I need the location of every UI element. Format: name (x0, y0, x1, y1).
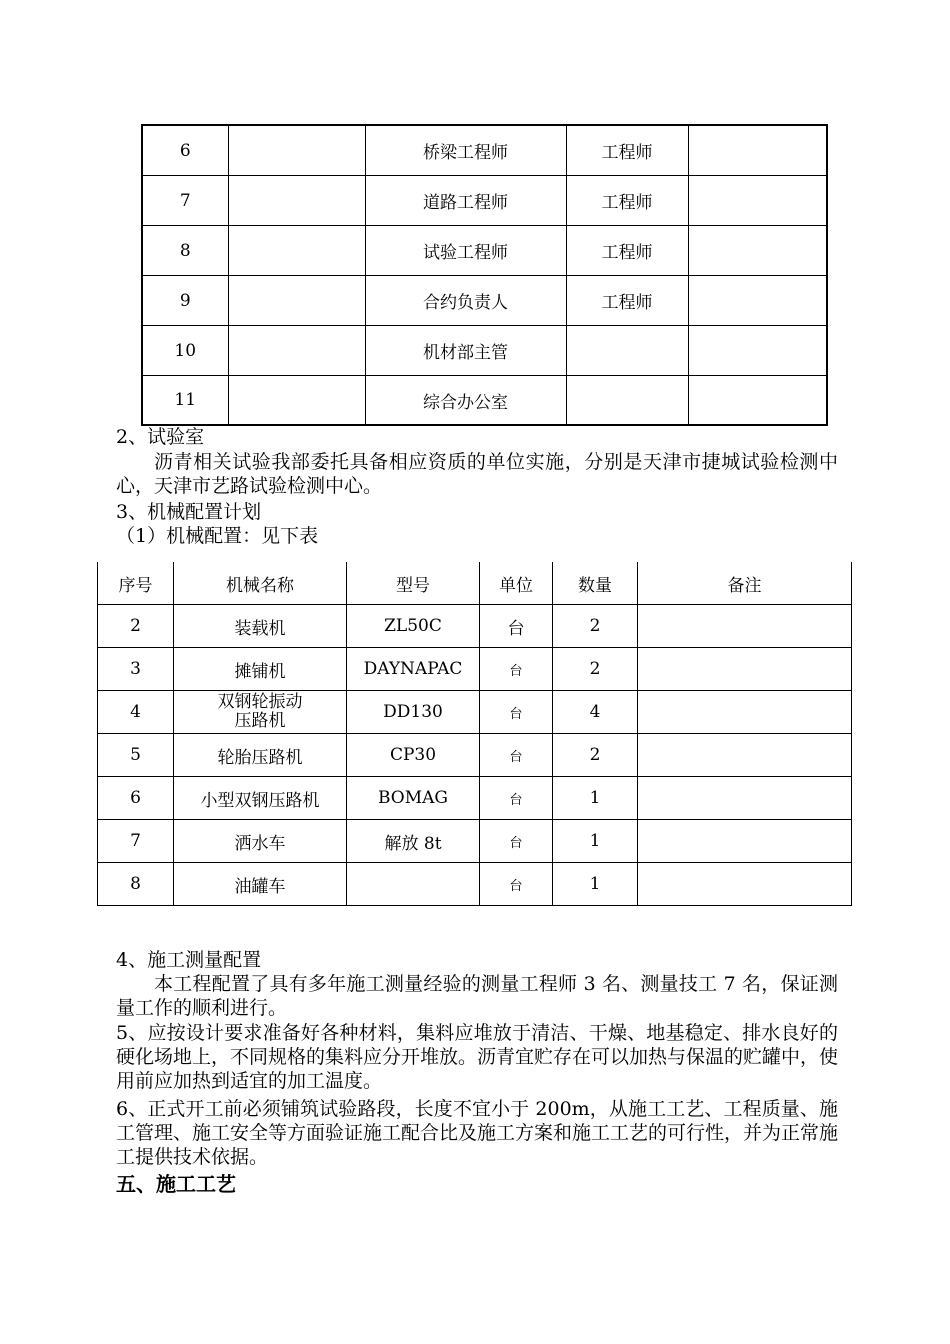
section-heading: 3、机械配置计划 (116, 501, 262, 523)
staff-note (688, 125, 827, 176)
row-number: 8 (142, 226, 228, 276)
machine-qty: 1 (553, 863, 638, 906)
column-header: 单位 (480, 562, 553, 605)
column-header: 机械名称 (174, 562, 347, 605)
row-number: 6 (142, 125, 228, 176)
row-number: 4 (98, 691, 174, 734)
section-body: 6、正式开工前必须铺筑试验路段，长度不宜小于 200m，从施工工艺、工程质量、施工管理、施工安全等方面验证施工配合比及施工方案和施工工艺的可行性，并为正常施工提供技术依据。 (116, 1098, 839, 1168)
staff-title: 工程师 (566, 226, 688, 276)
staff-title: 工程师 (566, 276, 688, 326)
column-header: 数量 (553, 562, 638, 605)
machine-model: BOMAG (347, 777, 480, 820)
row-number: 7 (98, 820, 174, 863)
machine-name-line: 压路机 (234, 711, 286, 731)
staff-name (228, 276, 365, 326)
machine-unit: 台 (480, 820, 553, 863)
machine-unit: 台 (480, 648, 553, 691)
machine-note (638, 648, 852, 691)
section-heading: 2、试验室 (116, 426, 205, 448)
machine-name: 洒水车 (174, 820, 347, 863)
machine-unit: 台 (480, 605, 553, 648)
machine-name: 装载机 (174, 605, 347, 648)
row-number: 3 (98, 648, 174, 691)
row-number: 8 (98, 863, 174, 906)
row-number: 9 (142, 276, 228, 326)
staff-position: 试验工程师 (365, 226, 566, 276)
machine-note (638, 734, 852, 777)
column-header: 型号 (347, 562, 480, 605)
staff-position: 机材部主管 (365, 326, 566, 376)
table-row (98, 820, 852, 863)
machine-name-line: 双钢轮振动 (217, 692, 303, 712)
machine-table (97, 562, 852, 906)
machine-model: CP30 (347, 734, 480, 777)
machine-name: 油罐车 (174, 863, 347, 906)
staff-note (688, 326, 827, 376)
row-number: 6 (98, 777, 174, 820)
staff-note (688, 276, 827, 326)
staff-title (566, 326, 688, 376)
section-body: 本工程配置了具有多年施工测量经验的测量工程师 3 名、测量技工 7 名，保证测量工作的顺利进行。 (116, 973, 838, 1019)
table-row (142, 376, 827, 426)
machine-note (638, 820, 852, 863)
section-body: 沥青相关试验我部委托具备相应资质的单位实施，分别是天津市捷城试验检测中心，天津市艺路试验检测中心。 (116, 451, 838, 497)
machine-model: 解放 8t (347, 820, 480, 863)
table-row (142, 125, 827, 176)
staff-name (228, 125, 365, 176)
table-row (142, 226, 827, 276)
machine-unit: 台 (480, 734, 553, 777)
machine-qty: 1 (553, 777, 638, 820)
staff-position: 道路工程师 (365, 176, 566, 226)
machine-note (638, 777, 852, 820)
staff-name (228, 226, 365, 276)
machine-model: DD130 (347, 691, 480, 734)
machine-name: 小型双钢压路机 (174, 777, 347, 820)
machine-note (638, 605, 852, 648)
staff-position: 桥梁工程师 (365, 125, 566, 176)
staff-table (141, 124, 828, 426)
machine-qty: 1 (553, 820, 638, 863)
machine-name: 轮胎压路机 (174, 734, 347, 777)
row-number: 2 (98, 605, 174, 648)
table-row (142, 176, 827, 226)
machine-qty: 2 (553, 648, 638, 691)
table-row (98, 863, 852, 906)
staff-note (688, 176, 827, 226)
machine-model: DAYNAPAC (347, 648, 480, 691)
table-header-row (98, 562, 852, 605)
machine-unit: 台 (480, 863, 553, 906)
table-row (98, 648, 852, 691)
machine-name (174, 691, 347, 734)
table-row (142, 276, 827, 326)
machine-note (638, 691, 852, 734)
staff-name (228, 326, 365, 376)
table-row (98, 777, 852, 820)
table-row (98, 691, 852, 734)
row-number: 5 (98, 734, 174, 777)
staff-title (566, 376, 688, 426)
staff-name (228, 176, 365, 226)
staff-position: 综合办公室 (365, 376, 566, 426)
machine-unit: 台 (480, 777, 553, 820)
section-heading: 4、施工测量配置 (116, 949, 262, 971)
staff-title: 工程师 (566, 125, 688, 176)
staff-note (688, 376, 827, 426)
staff-name (228, 376, 365, 426)
table-row (142, 326, 827, 376)
machine-qty: 4 (553, 691, 638, 734)
machine-model: ZL50C (347, 605, 480, 648)
column-header: 备注 (638, 562, 852, 605)
column-header: 序号 (98, 562, 174, 605)
machine-unit: 台 (480, 691, 553, 734)
row-number: 7 (142, 176, 228, 226)
machine-name: 摊铺机 (174, 648, 347, 691)
row-number: 11 (142, 376, 228, 426)
staff-title: 工程师 (566, 176, 688, 226)
section-body: 5、应按设计要求准备好各种材料，集料应堆放于清洁、干燥、地基稳定、排水良好的硬化场地上，不同规格的集料应分开堆放。沥青宜贮存在可以加热与保温的贮罐中，使用前应加热到适宜的加工温度。 (116, 1022, 839, 1092)
section-subheading: （1）机械配置：见下表 (116, 525, 319, 547)
machine-qty: 2 (553, 734, 638, 777)
table-row (98, 734, 852, 777)
row-number: 10 (142, 326, 228, 376)
machine-model (347, 863, 480, 906)
machine-note (638, 863, 852, 906)
machine-qty: 2 (553, 605, 638, 648)
staff-position: 合约负责人 (365, 276, 566, 326)
chapter-heading: 五、施工工艺 (116, 1172, 236, 1196)
table-row (98, 605, 852, 648)
staff-note (688, 226, 827, 276)
